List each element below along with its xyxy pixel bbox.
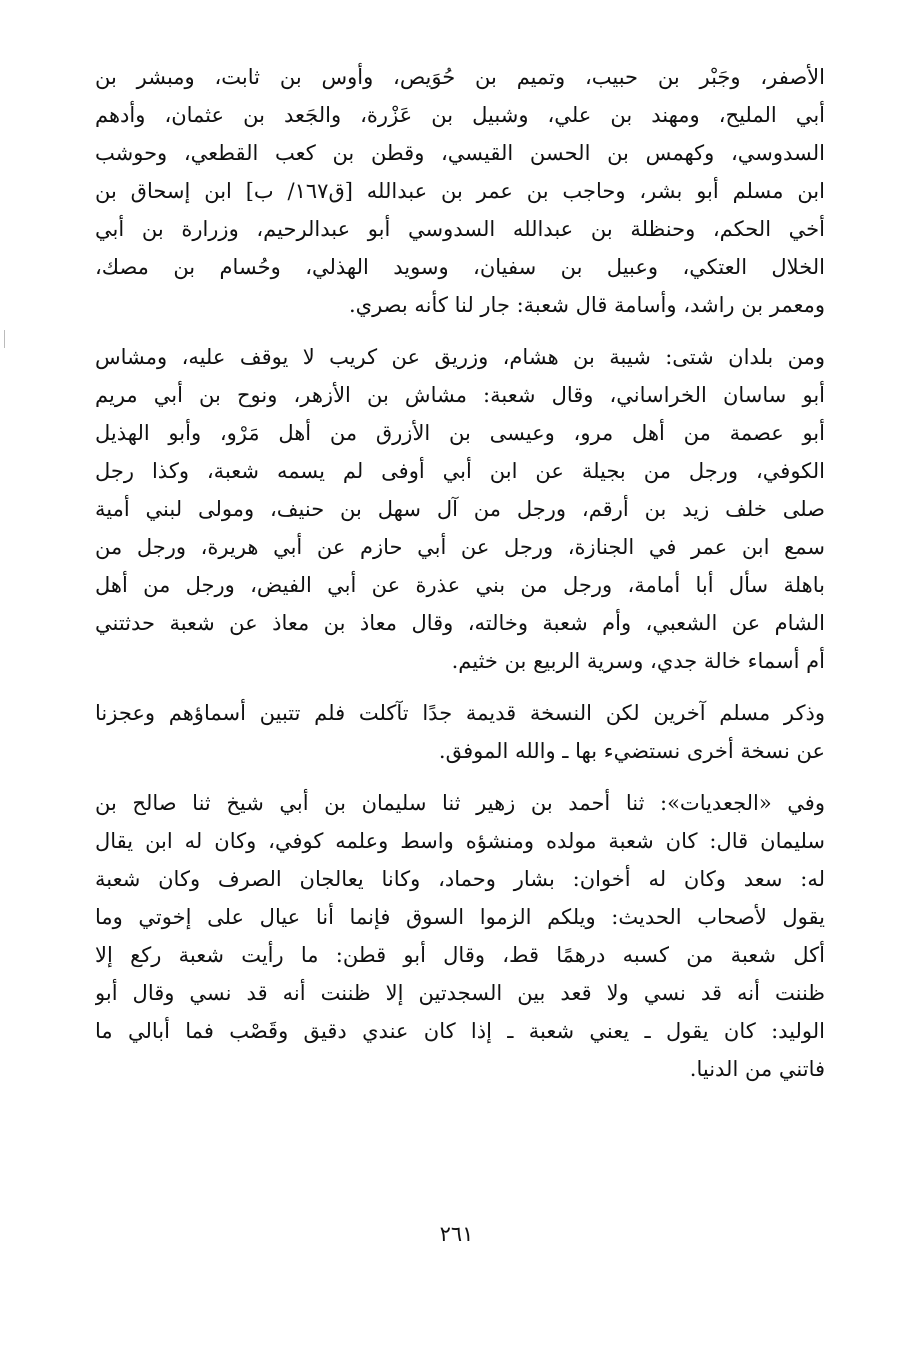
- text-line: الوليد: كان يقول ـ يعني شعبة ـ إذا كان عندي دقيق وقَصْب فما أبالي ما: [95, 1019, 825, 1043]
- paragraph-1: [95, 58, 825, 324]
- text-line: أكل شعبة من كسبه درهمًا قط، وقال أبو قطن: ما رأيت شعبة ركع إلا: [95, 943, 825, 967]
- text-line: ظننت أنه قد نسي ولا قعد بين السجدتين إلا ظننت أنه قد نسي وقال أبو: [95, 981, 825, 1005]
- text-line: أم أسماء خالة جدي، وسرية الربيع بن خثيم.: [451, 649, 825, 673]
- page-body: [95, 58, 825, 1102]
- text-line: ابن مسلم أبو بشر، وحاجب بن عمر بن عبدالله [ق١٦٧/ ب] ابن إسحاق بن: [95, 179, 825, 203]
- text-line: صلى خلف زيد بن أرقم، ورجل من آل سهل بن حنيف، ومولى لبني أمية: [95, 497, 825, 521]
- text-line: ومعمر بن راشد، وأسامة قال شعبة: جار لنا كأنه بصري.: [348, 293, 825, 317]
- text-line: أبي المليح، ومهند بن علي، وشبيل بن عَزْرة، والجَعد بن عثمان، وأدهم: [95, 103, 825, 127]
- page-number: ٢٦١: [439, 1222, 474, 1246]
- text-line: أبو ساسان الخراساني، وقال شعبة: مشاش بن الأزهر، ونوح بن أبي مريم: [95, 383, 825, 407]
- text-line: وفي «الجعديات»: ثنا أحمد بن زهير ثنا سليمان بن أبي شيخ ثنا صالح بن: [95, 791, 825, 815]
- text-line: عن نسخة أخرى نستضيء بها ـ والله الموفق.: [438, 739, 825, 763]
- text-line: يقول لأصحاب الحديث: ويلكم الزموا السوق فإنما أنا عيال على إخوتي وما: [95, 905, 825, 929]
- text-line: سمع ابن عمر في الجنازة، ورجل عن أبي حازم عن أبي هريرة، ورجل من: [95, 535, 825, 559]
- paragraph-3: [95, 694, 825, 770]
- text-line: الشام عن الشعبي، وأم شعبة وخالته، وقال معاذ بن معاذ عن شعبة حدثتني: [95, 611, 825, 635]
- paragraph-2: [95, 338, 825, 680]
- text-line: الخلال العتكي، وعبيل بن سفيان، وسويد الهذلي، وحُسام بن مصك،: [95, 255, 825, 279]
- margin-mark: [4, 330, 5, 348]
- text-line: سليمان قال: كان شعبة مولده ومنشؤه واسط وعلمه كوفي، وكان له ابن يقال: [95, 829, 825, 853]
- text-line: وذكر مسلم آخرين لكن النسخة قديمة جدًا تآكلت فلم تتبين أسماؤهم وعجزنا: [95, 701, 825, 725]
- paragraph-4: [95, 784, 825, 1088]
- text-line: باهلة سأل أبا أمامة، ورجل من بني عذرة عن أبي الفيض، ورجل من أهل: [95, 573, 825, 597]
- text-line: له: سعد وكان له أخوان: بشار وحماد، وكانا يعالجان الصرف وكان شعبة: [95, 867, 825, 891]
- text-line: أخي الحكم، وحنظلة بن عبدالله السدوسي أبو عبدالرحيم، وزرارة بن أبي: [95, 217, 825, 241]
- text-line: الأصفر، وجَبْر بن حبيب، وتميم بن حُوَيص، وأوس بن ثابت، ومبشر بن: [95, 65, 825, 89]
- text-line: الكوفي، ورجل من بجيلة عن ابن أبي أوفى لم يسمه شعبة، وكذا رجل: [95, 459, 825, 483]
- text-line: ومن بلدان شتى: شيبة بن هشام، وزريق عن كريب لا يوقف عليه، ومشاس: [95, 345, 825, 369]
- text-line: السدوسي، وكهمس بن الحسن القيسي، وقطن بن كعب القطعي، وحوشب: [95, 141, 825, 165]
- text-line: فاتني من الدنيا.: [689, 1057, 825, 1081]
- text-line: أبو عصمة من أهل مرو، وعيسى بن الأزرق من أهل مَرْو، وأبو الهذيل: [95, 421, 825, 445]
